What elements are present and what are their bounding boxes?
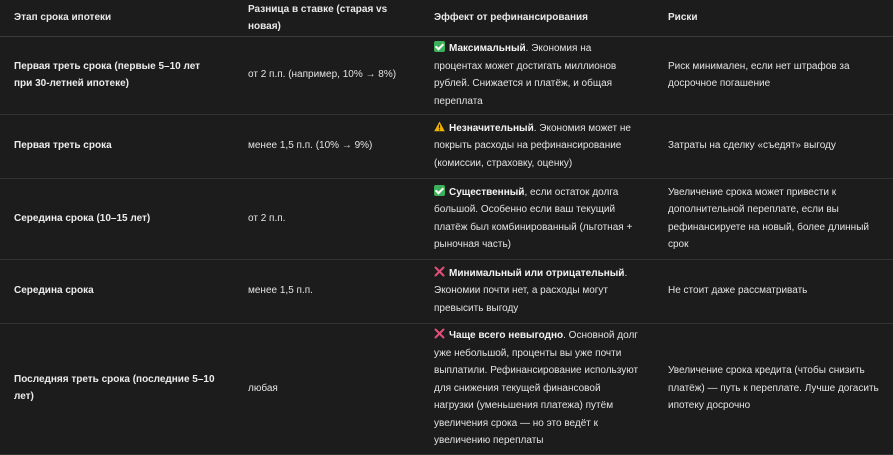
effect-cell bbox=[420, 260, 654, 324]
table-row bbox=[0, 37, 893, 115]
rate-diff-cell: любая bbox=[234, 324, 420, 455]
cross-icon bbox=[434, 266, 445, 277]
effect-text: . Экономия может не покрыть расходы на рефинансирование (комиссии, страховку, оценку) bbox=[434, 122, 631, 169]
effect-text: . Экономии почти нет, а расходы могут превысить выгоду bbox=[434, 267, 628, 314]
header-risks: Риски bbox=[654, 0, 893, 37]
risks-cell: Увеличение срока кредита (чтобы снизить платёж) — путь к переплате. Лучше догасить ипотеку досрочно bbox=[654, 324, 893, 455]
rate-diff-cell: менее 1,5 п.п. (10% → 9%) bbox=[234, 115, 420, 179]
effect-lead: Максимальный bbox=[449, 43, 526, 54]
effect-cell bbox=[420, 37, 654, 115]
table-row bbox=[0, 324, 893, 455]
effect-lead: Чаще всего невыгодно bbox=[449, 330, 564, 341]
table-row bbox=[0, 260, 893, 324]
effect-lead: Минимальный или отрицательный bbox=[449, 267, 625, 279]
check-icon bbox=[434, 185, 445, 196]
header-effect: Эффект от рефинансирования bbox=[420, 0, 654, 37]
stage-cell: Первая треть срока (первые 5–10 лет при 30-летней ипотеке) bbox=[0, 37, 234, 115]
rate-diff-cell: от 2 п.п. (например, 10% → 8%) bbox=[234, 37, 420, 115]
cross-icon bbox=[434, 328, 445, 339]
effect-text: , если остаток долга большой. Особенно если ваш текущий платёж был комбинированный (льготная + рыночная часть) bbox=[434, 186, 633, 250]
table-header-row bbox=[0, 0, 893, 37]
effect-cell bbox=[420, 324, 654, 455]
table-row bbox=[0, 179, 893, 260]
warning-icon bbox=[434, 121, 445, 132]
risks-cell: Затраты на сделку «съедят» выгоду bbox=[654, 115, 893, 179]
effect-lead: Существенный bbox=[449, 186, 525, 198]
stage-cell: Середина срока bbox=[0, 260, 234, 324]
stage-cell: Первая треть срока bbox=[0, 115, 234, 179]
check-icon bbox=[434, 41, 445, 52]
header-rate-diff: Разница в ставке (старая vs новая) bbox=[234, 0, 420, 37]
effect-cell bbox=[420, 179, 654, 260]
stage-cell: Середина срока (10–15 лет) bbox=[0, 179, 234, 260]
table-row bbox=[0, 115, 893, 179]
effect-lead: Незначительный bbox=[449, 122, 534, 134]
risks-cell: Увеличение срока может привести к дополнительной переплате, если вы рефинансируете на новый, более длинный срок bbox=[654, 179, 893, 260]
risks-cell: Не стоит даже рассматривать bbox=[654, 260, 893, 324]
effect-text: . Экономия на процентах может достигать миллионов рублей. Снижается и платёж, и общая переплата bbox=[434, 43, 617, 107]
rate-diff-cell: менее 1,5 п.п. bbox=[234, 260, 420, 324]
risks-cell: Риск минимален, если нет штрафов за досрочное погашение bbox=[654, 37, 893, 115]
rate-diff-cell: от 2 п.п. bbox=[234, 179, 420, 260]
effect-text: . Основной долг уже небольшой, проценты вы уже почти выплатили. Рефинансирование используют для снижения текущей финансовой нагрузки (уменьшения платежа) путём увеличения срока — но это ведёт к увеличению переплаты bbox=[434, 330, 639, 446]
stage-cell: Последняя треть срока (последние 5–10 лет) bbox=[0, 324, 234, 455]
header-stage: Этап срока ипотеки bbox=[0, 0, 234, 37]
effect-cell bbox=[420, 115, 654, 179]
